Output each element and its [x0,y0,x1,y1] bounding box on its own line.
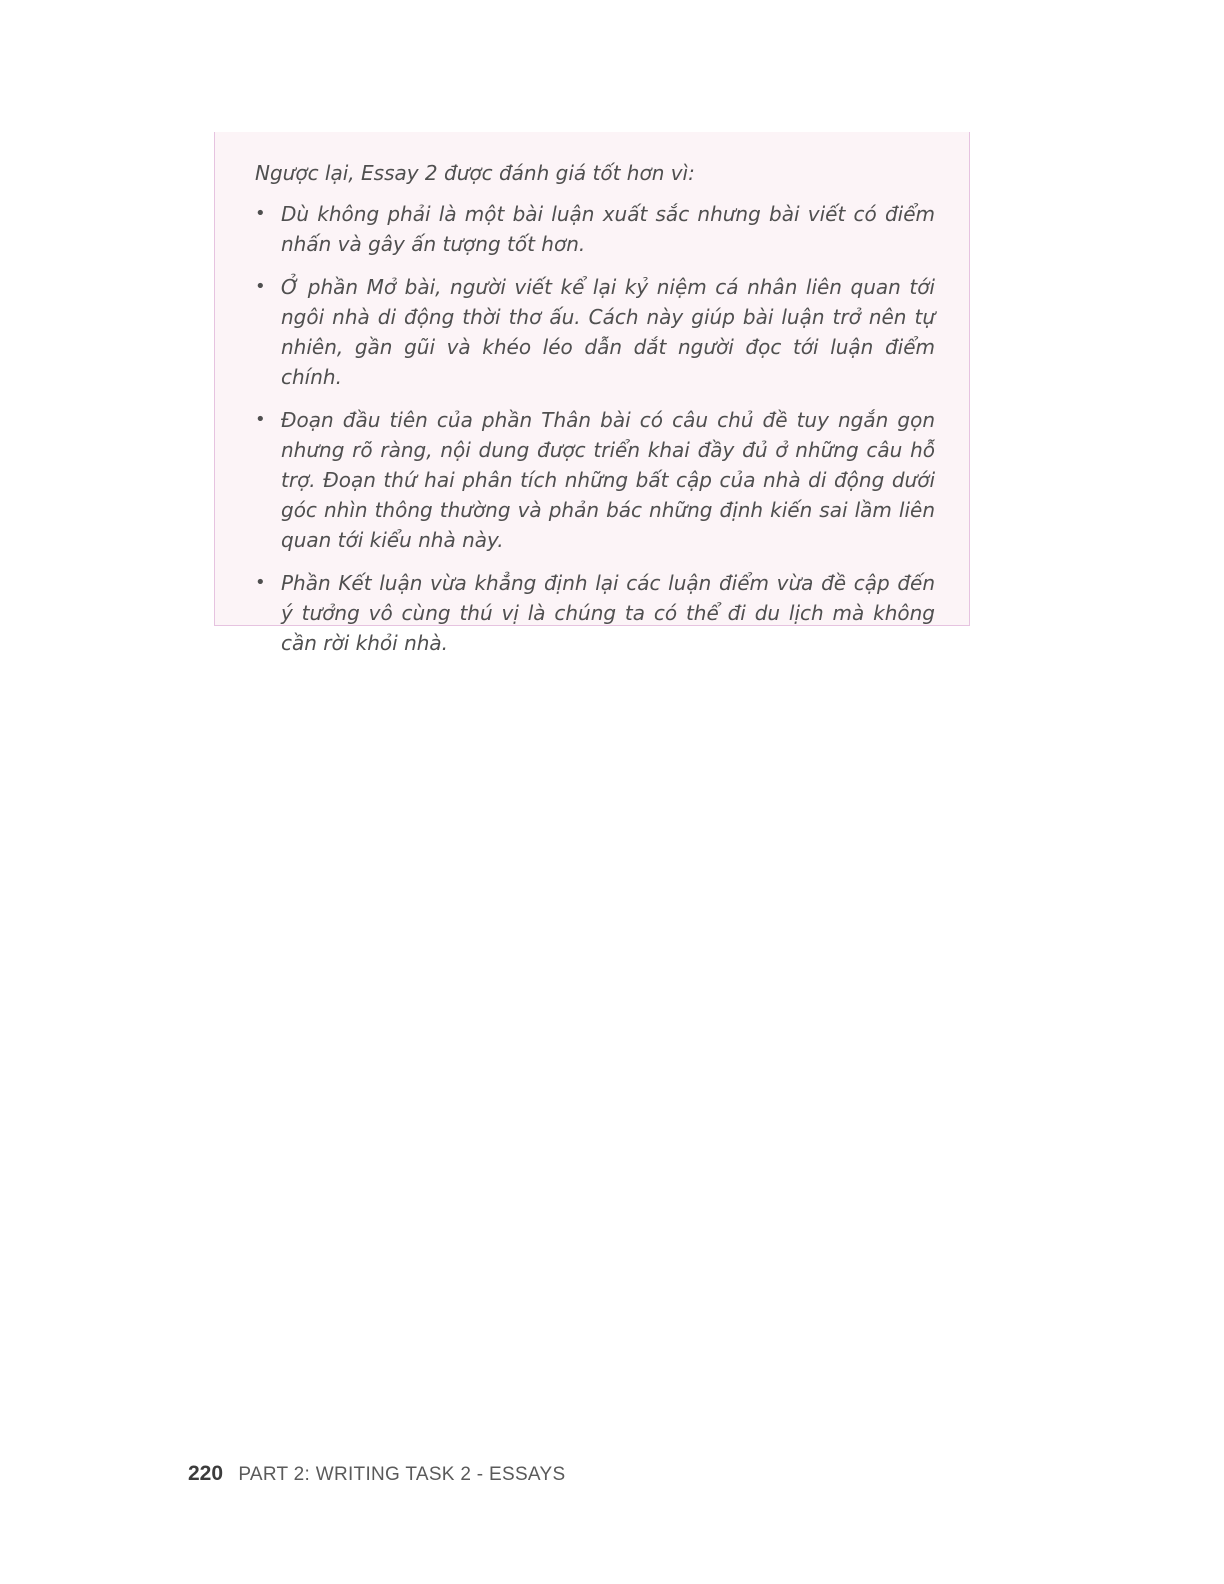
list-item-text: Dù không phải là một bài luận xuất sắc nhưng bài viết có điểm nhấn và gây ấn tượng tốt hơn. [281,202,935,256]
section-title: PART 2: WRITING TASK 2 - ESSAYS [238,1464,566,1485]
list-item-text: Ở phần Mở bài, người viết kể lại kỷ niệm cá nhân liên quan tới ngôi nhà di động thời thơ ấu. Cách này giúp bài luận trở nên tự nhiên, gần gũi và khéo léo dẫn dắt người đọc tới luận điểm chính. [281,275,935,389]
bullet-icon: • [255,572,266,593]
note-intro: Ngược lại, Essay 2 được đánh giá tốt hơn vì: [255,161,695,185]
bullet-icon: • [255,276,266,297]
list-item [255,405,935,555]
note-list [255,199,935,658]
list-item [255,568,935,658]
list-item-text: Phần Kết luận vừa khẳng định lại các luận điểm vừa đề cập đến ý tưởng vô cùng thú vị là chúng ta có thể đi du lịch mà không cần rời khỏi nhà. [281,571,935,655]
note-box [214,132,970,655]
bullet-icon: • [255,409,266,430]
page-footer [188,1462,565,1486]
bullet-icon: • [255,203,266,224]
list-item [255,272,935,392]
page-number: 220 [188,1462,224,1485]
list-item-text: Đoạn đầu tiên của phần Thân bài có câu chủ đề tuy ngắn gọn nhưng rõ ràng, nội dung được triển khai đầy đủ ở những câu hỗ trợ. Đoạn thứ hai phân tích những bất cập của nhà di động dưới góc nhìn thông thường và phản bác những định kiến sai lầm liên quan tới kiểu nhà này. [281,408,935,552]
list-item [255,199,935,259]
